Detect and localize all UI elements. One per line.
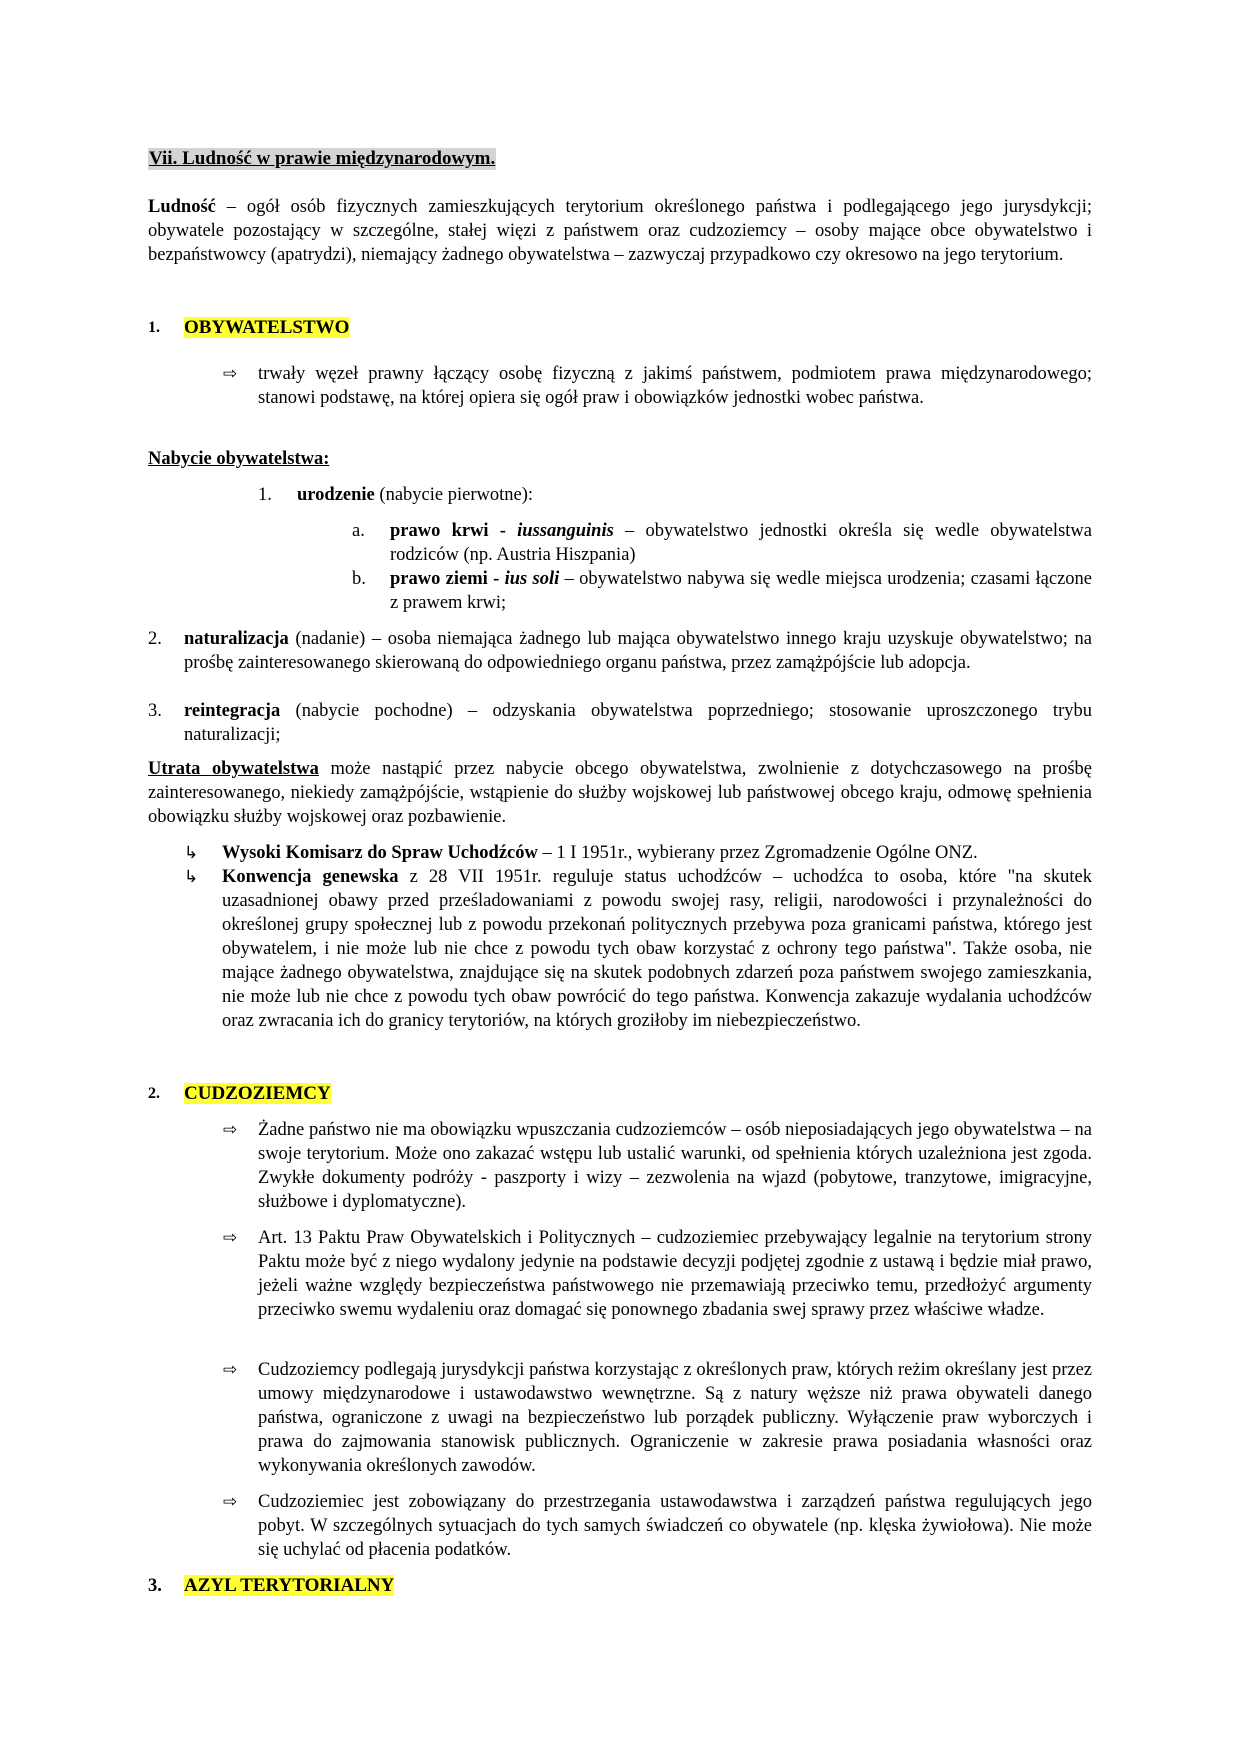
item-2-text: naturalizacja (nadanie) – osoba niemająca żadnego lub mająca obywatelstwo innego kraju uzyskuje obywatelstwo; na prośbę zainteresowanego skierowaną do odpowiedniego organu państwa, przez zamążpójście lub adopcja. [184,629,1092,673]
arrow-icon: ⇨ [223,1360,238,1380]
item-a-number: a. [352,521,365,541]
section-2-heading: CUDZOZIEMCY [184,1083,331,1104]
item-3-number: 3. [148,701,162,721]
item-3-text: reintegracja (nabycie pochodne) – odzyskania obywatelstwa poprzedniego; stosowanie uproszczonego trybu naturalizacji; [184,701,1092,745]
arrow-icon: ⇨ [223,1228,238,1248]
cudzoziemcy-bullet-4: Cudzoziemiec jest zobowiązany do przestrzegania ustawodawstwa i zarządzeń państwa regulujących jego pobyt. W szczególnych sytuacjach do tych samych świadczeń co obywatele (np. klęska żywiołowa). Nie może się uchylać od płacenia podatków. [258,1492,1092,1560]
konwencja-genewska-item: Konwencja genewska z 28 VII 1951r. reguluje status uchodźców – uchodźca to osoba, które "na skutek uzasadnionej obawy przed prześladowaniami z powodu swojej rasy, religii, narodowości i przynależności do określonej grupy społecznej lub z powodu przekonań politycznych przebywa poza granicami państwa, którego jest obywatelem, i nie może lub nie chce z powodu tych obaw korzystać z ochrony tego państwa". Także osoba, nie mające żadnego obywatelstwa, znajdujące się na skutek podobnych zdarzeń poza państwem swojego zamieszkania, nie może lub nie chce z powodu tych obaw powrócić do tego państwa. Konwencja zakazuje wydalania uchodźców oraz zwracania ich do granicy terytoriów, na których groziłoby im niebezpieczeństwo. [222,867,1092,1031]
arrow-icon: ⇨ [223,364,238,384]
section-1-number: 1. [148,319,160,336]
cudzoziemcy-bullet-3: Cudzoziemcy podlegają jurysdykcji państwa korzystając z określonych praw, których reżim określany jest przez umowy międzynarodowe i ustawodawstwo wewnętrzne. Są z natury węższe niż prawa obywateli danego państwa, ograniczone z uwagi na bezpieczeństwo lub porządek publiczny. Wyłączenie praw wyborczych i prawa do zajmowania stanowisk publicznych. Ograniczenie w zakresie prawa posiadania własności oraz wykonywania określonych zawodów. [258,1360,1092,1476]
section-2-number: 2. [148,1085,160,1102]
item-a-text: prawo krwi - iussanguinis – obywatelstwo jednostki określa się wedle obywatelstwa rodziców (np. Austria Hiszpania) [390,521,1092,565]
item-b-text: prawo ziemi - ius soli – obywatelstwo nabywa się wedle miejsca urodzenia; czasami łączone z prawem krwi; [390,569,1093,613]
hook-arrow-icon: ↳ [184,843,199,863]
section-3-number: 3. [148,1576,162,1596]
nabycie-label: Nabycie obywatelstwa: [148,449,330,469]
obywatelstwo-definition: trwały węzeł prawny łączący osobę fizyczną z jakimś państwem, podmiotem prawa międzynarodowego; stanowi podstawę, na której opiera się ogół praw i obowiązków jednostki wobec państwa. [258,364,1092,408]
utrata-paragraph: Utrata obywatelstwa może nastąpić przez nabycie obcego obywatelstwa, zwolnienie z dotychczasowego na prośbę zainteresowanego, niekiedy zamążpójście, wstąpienie do służby wojskowej lub państwowej obcego kraju, odmowę spełnienia obowiązku służby wojskowej oraz pozbawienie. [148,759,1092,827]
section-1-heading: OBYWATELSTWO [184,317,350,338]
item-1-number: 1. [258,485,272,505]
intro-text: – ogół osób fizycznych zamieszkujących terytorium określonego państwa i podlegającego jego jurysdykcji; obywatele pozostający w szczególne, stałej więzi z państwem oraz cudzoziemcy – osoby mające obce obywatelstwo i bezpaństwowcy (apatrydzi), niemający żadnego obywatelstwa – zazwyczaj przypadkowo czy okresowo na jego terytorium. [148,197,1092,265]
wysoki-komisarz-item: Wysoki Komisarz do Spraw Uchodźców – 1 I 1951r., wybierany przez Zgromadzenie Ogólne ONZ. [222,843,978,863]
cudzoziemcy-bullet-1: Żadne państwo nie ma obowiązku wpuszczania cudzoziemców – osób nieposiadających jego obywatelstwa – na swoje terytorium. Może ono zakazać wstępu lub ustalić warunki, od spełnienia których uzależniona jest zgoda. Zwykłe dokumenty podróży - paszporty i wizy – zezwolenia na wjazd (pobytowe, tranzytowe, imigracyjne, służbowe i dyplomatyczne). [258,1120,1092,1212]
section-3-heading: AZYL TERYTORIALNY [184,1575,395,1596]
item-b-number: b. [352,569,366,589]
cudzoziemcy-bullet-2: Art. 13 Paktu Praw Obywatelskich i Politycznych – cudzoziemiec przebywający legalnie na terytorium strony Paktu może być z niego wydalony jedynie na podstawie decyzji podjętej zgodnie z ustawą i będzie miał prawo, jeżeli ważne względy bezpieczeństwa państwowego nie przemawiają przeciwko temu, przedłożyć argumenty przeciwko swemu wydaleniu oraz domagać się ponownego zbadania swej sprawy przez właściwe władze. [258,1228,1092,1320]
item-1-text: urodzenie (nabycie pierwotne): [297,485,533,505]
intro-term: Ludność [148,197,216,217]
item-2-number: 2. [148,629,162,649]
arrow-icon: ⇨ [223,1492,238,1512]
hook-arrow-icon: ↳ [184,867,199,887]
page-title: Vii. Ludność w prawie międzynarodowym. [149,148,496,169]
arrow-icon: ⇨ [223,1120,238,1140]
intro-paragraph [148,195,1092,267]
